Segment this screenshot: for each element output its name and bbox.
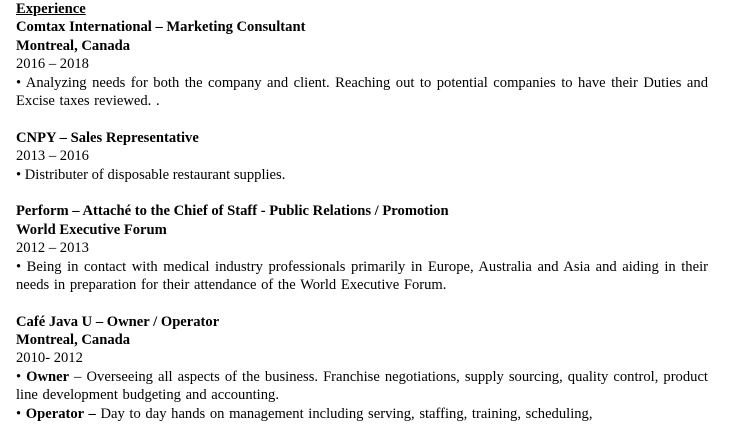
job-entry-perform — [16, 202, 708, 294]
job-dates: 2010- 2012 — [16, 350, 83, 367]
job-subheading: World Executive Forum — [16, 221, 167, 238]
bullet-label: Operator – — [25, 405, 96, 422]
job-location: Montreal, Canada — [16, 332, 131, 349]
job-bullet: • Being in contact with medical industry professionals primarily in Europe, Australia and Asia and aiding in their needs in preparation for their attendance of the World Executive Forum. — [16, 258, 708, 293]
bullet-prefix: • — [16, 405, 26, 422]
job-entry-comtax — [16, 18, 708, 110]
spacer — [16, 110, 708, 128]
job-heading: Perform – Attaché to the Chief of Staff - Public Relations / Promotion — [16, 203, 449, 220]
job-entry-cnpy — [16, 129, 708, 184]
spacer — [16, 184, 708, 202]
job-bullet-owner — [16, 368, 708, 405]
job-entry-cafe-java — [16, 313, 708, 423]
bullet-prefix: • — [16, 368, 27, 385]
job-location: Montreal, Canada — [16, 37, 131, 54]
job-bullet: • Analyzing needs for both the company and client. Reaching out to potential companies to have their Duties and Excise taxes reviewed. . — [16, 74, 708, 109]
bullet-text: Day to day hands on management including serving, staffing, training, scheduling, — [95, 405, 593, 422]
bullet-label: Owner — [26, 368, 70, 385]
section-title: Experience — [16, 1, 86, 17]
job-bullet-operator — [16, 405, 708, 423]
job-dates: 2016 – 2018 — [16, 56, 89, 73]
bullet-text: – Overseeing all aspects of the business. Franchise negotiations, supply sourcing, quality control, product line development budgeting and accounting. — [16, 368, 708, 404]
spacer — [16, 294, 708, 312]
resume-experience-section — [16, 0, 708, 423]
job-bullet: • Distributer of disposable restaurant supplies. — [16, 166, 286, 183]
job-heading: Café Java U – Owner / Operator — [16, 313, 220, 330]
job-heading: CNPY – Sales Representative — [16, 129, 199, 146]
job-heading: Comtax International – Marketing Consultant — [16, 19, 306, 36]
job-dates: 2013 – 2016 — [16, 148, 89, 165]
job-dates: 2012 – 2013 — [16, 240, 89, 257]
